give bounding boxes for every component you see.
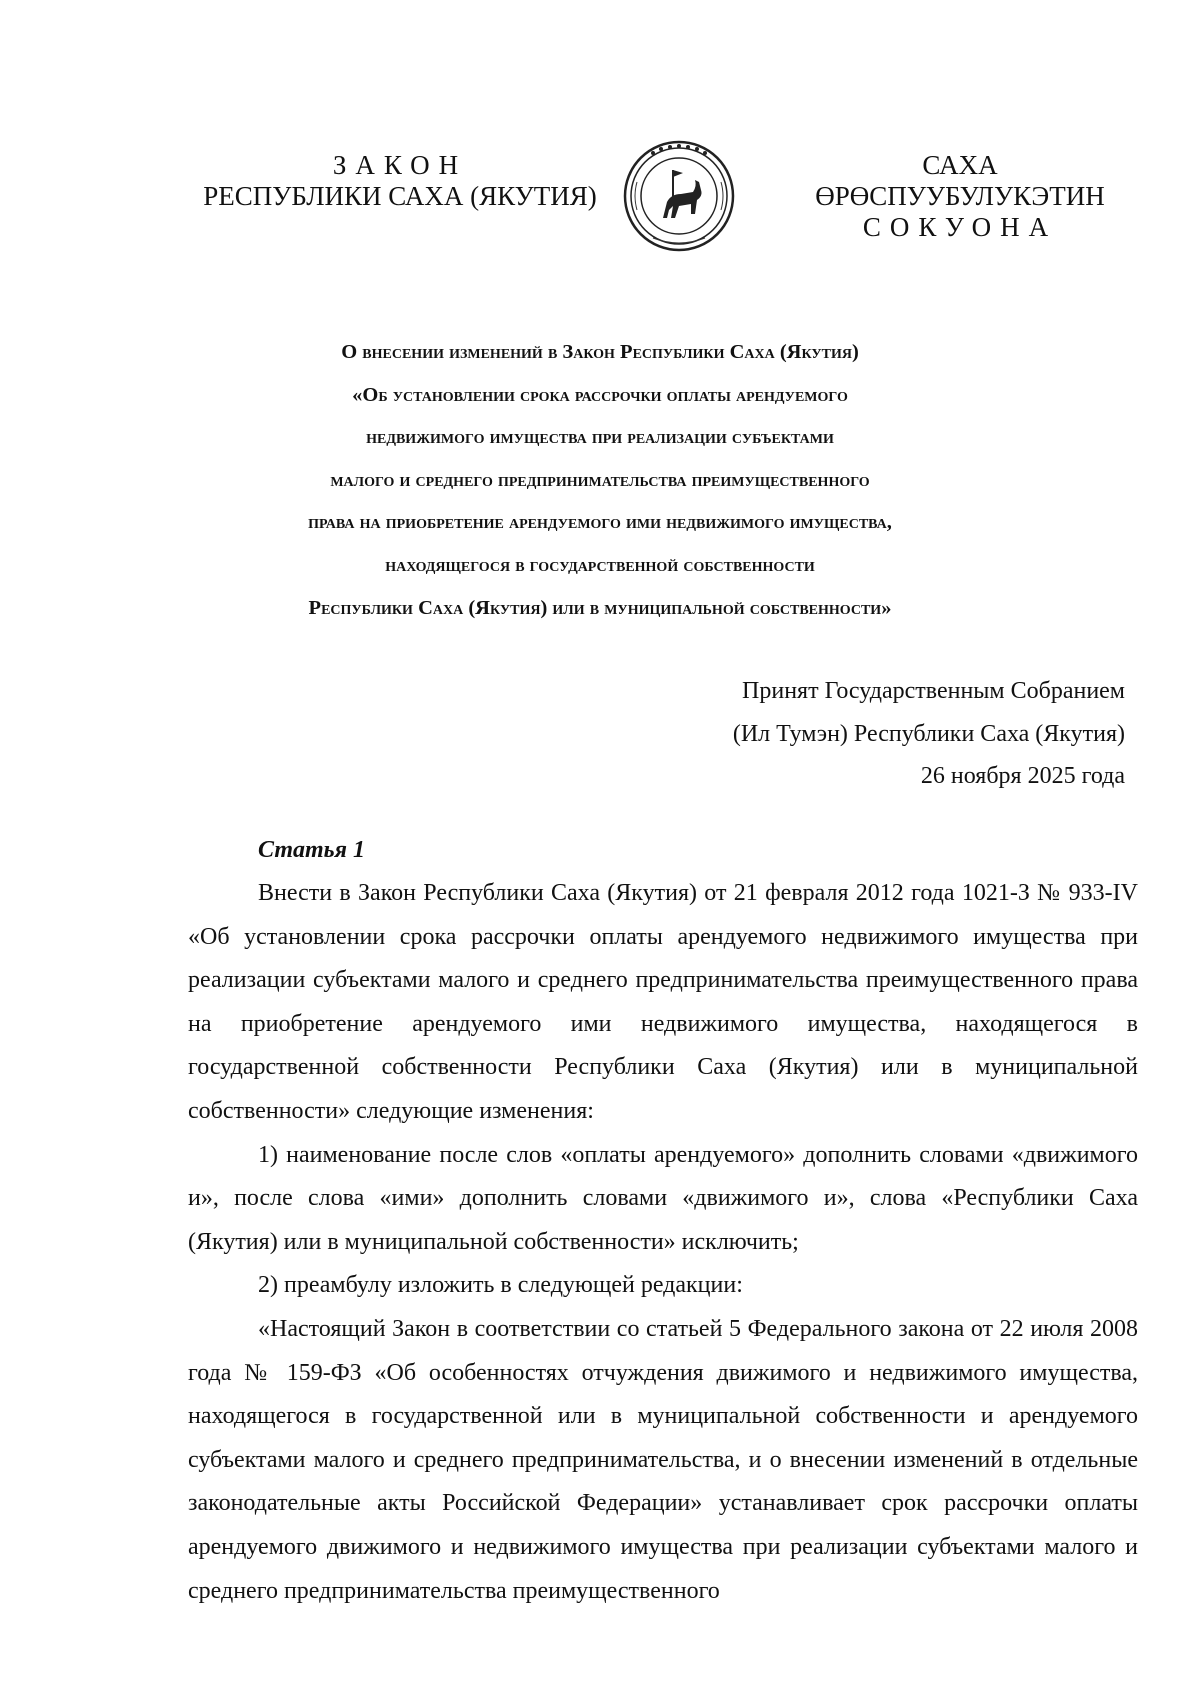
title-line: малого и среднего предпринимательства преимущественного: [330, 468, 870, 491]
title-line: недвижимого имущества при реализации субъектами: [366, 426, 834, 449]
header-left: [200, 150, 600, 212]
header-right: [780, 150, 1140, 243]
article-heading: Статья 1: [258, 837, 366, 863]
title-line: Республики Саха (Якутия) или в муниципальной собственности»: [308, 596, 892, 619]
law-title: [180, 331, 1020, 629]
republic-name-sakha: САХА ӨРӨСПУУБУЛУКЭТИН: [815, 150, 1105, 211]
title-line: права на приобретение арендуемого ими недвижимого имущества,: [308, 511, 892, 534]
republic-name: РЕСПУБЛИКИ САХА (ЯКУТИЯ): [203, 181, 597, 211]
title-line: находящегося в государственной собственности: [385, 553, 815, 576]
adoption-line: (Ил Тумэн) Республики Саха (Якутия): [732, 720, 1125, 747]
article-paragraph: Внести в Закон Республики Саха (Якутия) от 21 февраля 2012 года 1021-З № 933-IV «Об установлении срока рассрочки оплаты арендуемого недвижимого имущества при реализации субъектами малого и среднего предпринимательства преимущественного права на приобретение арендуемого ими недвижимого имущества, находящегося в государственной собственности Республики Саха (Якутия) или в муниципальной собственности» следующие изменения:: [188, 880, 1138, 1124]
adoption-block: [645, 670, 1125, 798]
article-paragraph: «Настоящий Закон в соответствии со статьей 5 Федерального закона от 22 июля 2008 года № 159-ФЗ «Об особенностях отчуждения движимого и недвижимого имущества, находящегося в государственной или в муниципальной собственности и арендуемого субъектами малого и среднего предпринимательства, и о внесении изменений в отдельные законодательные акты Российской Федерации» устанавливает срок рассрочки оплаты арендуемого движимого и недвижимого имущества при реализации субъектами малого и среднего предпринимательства преимущественного: [188, 1315, 1138, 1604]
law-word-sakha: СОКУОНА: [862, 212, 1058, 242]
article-paragraph: 1) наименование после слов «оплаты арендуемого» дополнить словами «движимого и», после слова «ими» дополнить словами «движимого и», слова «Республики Саха (Якутия) или в муниципальной собственности» исключить;: [188, 1141, 1138, 1255]
law-word: ЗАКОН: [332, 150, 468, 180]
title-line: «Об установлении срока рассрочки оплаты арендуемого: [352, 383, 848, 406]
adoption-line: Принят Государственным Собранием: [742, 678, 1125, 704]
adoption-date: 26 ноября 2025 года: [920, 763, 1125, 789]
title-line: О внесении изменений в Закон Республики Саха (Якутия): [341, 341, 859, 363]
yakutia-coat-of-arms-icon: [623, 140, 735, 252]
article-paragraph: 2) преамбулу изложить в следующей редакции:: [258, 1272, 743, 1299]
article-body: [188, 872, 1138, 1613]
